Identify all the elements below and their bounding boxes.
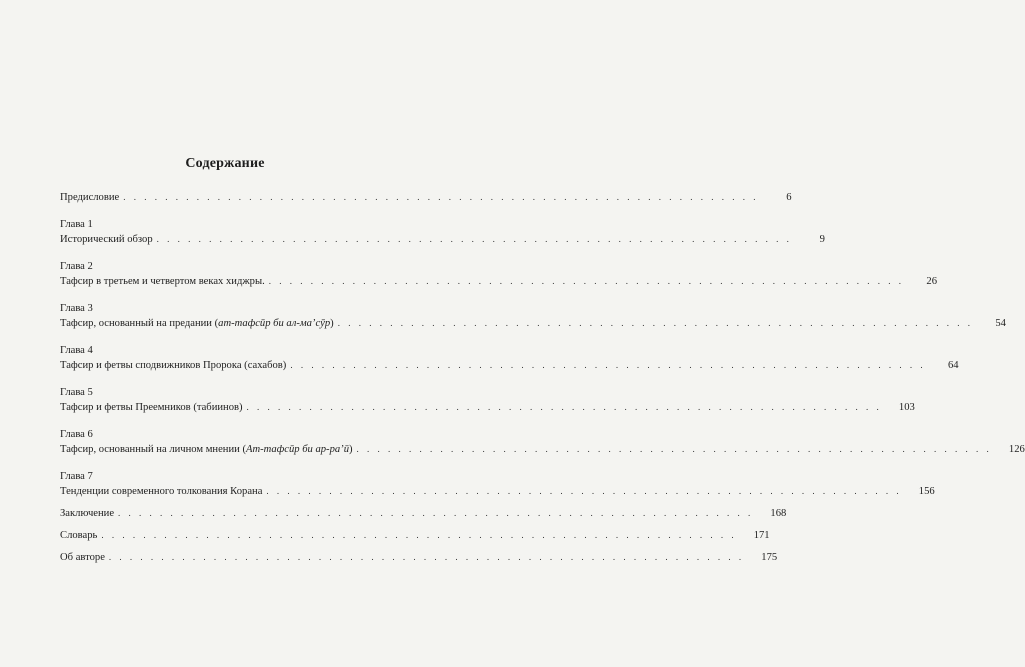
toc-entry-text-main: Тафсир, основанный на личном мнении (	[60, 444, 246, 455]
toc-entry-text: Об авторе	[60, 552, 105, 563]
toc-row	[60, 316, 1006, 330]
toc-entry-text: Тафсир и фетвы Преемников (табиинов)	[60, 402, 243, 413]
toc-entry-chapter-3	[60, 302, 1006, 330]
toc-entry-text: Предисловие	[60, 192, 120, 203]
toc-row	[60, 400, 915, 414]
toc-title: Содержание	[185, 156, 265, 171]
toc-entry-chapter-5	[60, 386, 915, 414]
toc-page-number: 168	[770, 508, 787, 519]
dot-leader	[266, 484, 901, 498]
toc-entry-chapter-6	[60, 428, 1025, 456]
toc-page-number: 64	[947, 360, 959, 371]
chapter-label: Глава 1	[60, 219, 93, 230]
dot-leader	[118, 506, 753, 520]
toc-entry-chapter-1	[60, 218, 825, 246]
toc-row	[60, 550, 778, 564]
toc-entry-chapter-7	[60, 470, 935, 498]
chapter-label: Глава 2	[60, 261, 93, 272]
chapter-label: Глава 7	[60, 471, 93, 482]
toc-row	[60, 484, 935, 498]
toc-entry-text: Заключение	[60, 508, 115, 519]
toc-page-number: 6	[786, 192, 792, 203]
toc-page-number: 126	[1008, 444, 1025, 455]
toc-row	[60, 358, 959, 372]
toc-page-number: 9	[819, 234, 825, 245]
dot-leader	[357, 442, 992, 456]
toc-row	[60, 442, 1025, 456]
toc-row	[60, 274, 937, 288]
table-of-contents	[60, 190, 1025, 572]
toc-entry-text	[60, 443, 353, 457]
toc-entry-text	[60, 317, 334, 331]
dot-leader	[123, 190, 758, 204]
toc-entry-text-italic: Ат-тафсӣр би ар-ра’ӣ	[246, 444, 350, 455]
dot-leader	[338, 316, 973, 330]
toc-page-number: 26	[926, 276, 937, 287]
toc-entry-preface	[60, 190, 792, 204]
toc-page-number: 156	[918, 486, 935, 497]
toc-entry-text: Тафсир и фетвы сподвижников Пророка (сахабов)	[60, 360, 287, 371]
chapter-label: Глава 5	[60, 387, 93, 398]
toc-entry-text: Тафсир в третьем и четвертом веках хиджры.	[60, 276, 265, 287]
toc-entry-chapter-4	[60, 344, 959, 372]
dot-leader	[290, 358, 925, 372]
dot-leader	[109, 550, 744, 564]
toc-entry-text: Словарь	[60, 530, 98, 541]
toc-entry-glossary	[60, 528, 770, 542]
toc-row	[60, 190, 792, 204]
dot-leader	[247, 400, 882, 414]
toc-row	[60, 528, 770, 542]
toc-entry-about-author	[60, 550, 778, 564]
toc-page-number: 54	[995, 318, 1006, 329]
chapter-label: Глава 3	[60, 303, 93, 314]
toc-entry-text-main: Тафсир, основанный на предании (	[60, 318, 219, 329]
toc-entry-text-close: )	[349, 444, 353, 455]
chapter-label: Глава 4	[60, 345, 93, 356]
toc-page-number: 103	[898, 402, 915, 413]
toc-entry-text-close: )	[330, 318, 334, 329]
toc-page-number: 175	[761, 552, 778, 563]
toc-entry-chapter-2	[60, 260, 937, 288]
chapter-label: Глава 6	[60, 429, 93, 440]
toc-entry-text-italic: ат-тафсӣр би ал-ма’сӯр	[218, 318, 331, 329]
toc-entry-text: Исторический обзор	[60, 234, 153, 245]
dot-leader	[157, 232, 792, 246]
dot-leader	[269, 274, 904, 288]
dot-leader	[101, 528, 736, 542]
toc-page-number: 171	[753, 530, 770, 541]
toc-entry-conclusion	[60, 506, 787, 520]
toc-row	[60, 506, 787, 520]
toc-row	[60, 232, 825, 246]
toc-entry-text: Тенденции современного толкования Корана	[60, 486, 263, 497]
